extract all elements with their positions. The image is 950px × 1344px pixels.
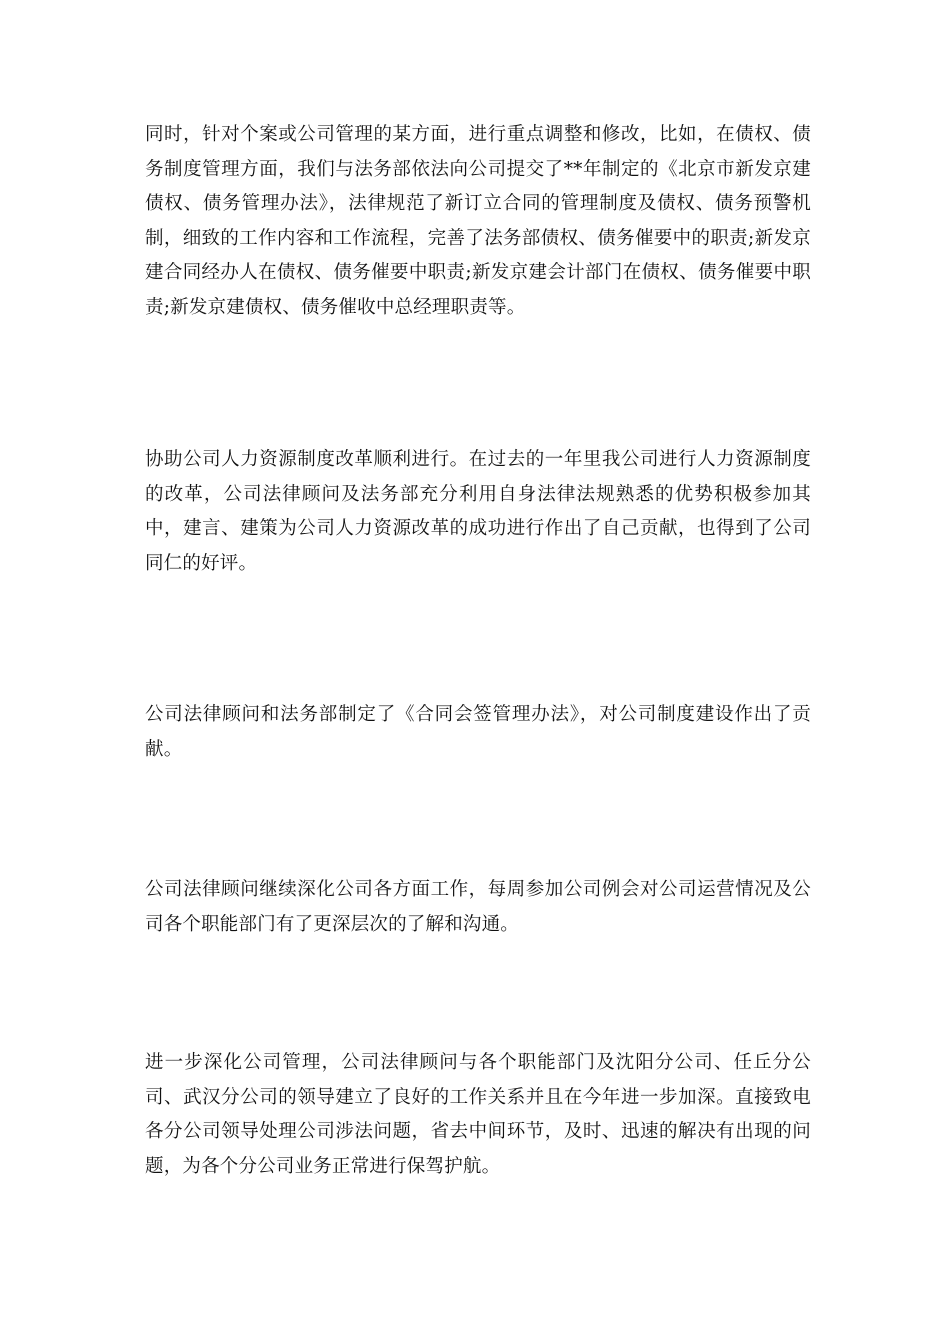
paragraph-debt-management: 同时，针对个案或公司管理的某方面，进行重点调整和修改，比如，在债权、债务制度管理方面，我们与法务部依法向公司提交了**年制定的《北京市新发京建债权、债务管理办法》，法律规范了新订立合同的管理制度及债权、债务预警机制，细致的工作内容和工作流程，完善了法务部债权、债务催要中的职责;新发京建合同经办人在债权、债务催要中职责;新发京建会计部门在债权、债务催要中职责;新发京建债权、债务催收中总经理职责等。 <box>145 124 811 318</box>
paragraph-weekly-meetings: 公司法律顾问继续深化公司各方面工作，每周参加公司例会对公司运营情况及公司各个职能部门有了更深层次的了解和沟通。 <box>145 879 811 935</box>
paragraph-hr-reform: 协助公司人力资源制度改革顺利进行。在过去的一年里我公司进行人力资源制度的改革，公司法律顾问及法务部充分利用自身法律法规熟悉的优势积极参加其中，建言、建策为公司人力资源改革的成功进行作出了自己贡献，也得到了公司同仁的好评。 <box>145 449 811 574</box>
paragraph-branch-relations: 进一步深化公司管理，公司法律顾问与各个职能部门及沈阳分公司、任丘分公司、武汉分公司的领导建立了良好的工作关系并且在今年进一步加深。直接致电各分公司领导处理公司涉法问题，省去中间环节，及时、迅速的解决有出现的问题，为各个分公司业务正常进行保驾护航。 <box>145 1052 811 1177</box>
paragraph-contract-countersign: 公司法律顾问和法务部制定了《合同会签管理办法》，对公司制度建设作出了贡献。 <box>145 704 811 760</box>
